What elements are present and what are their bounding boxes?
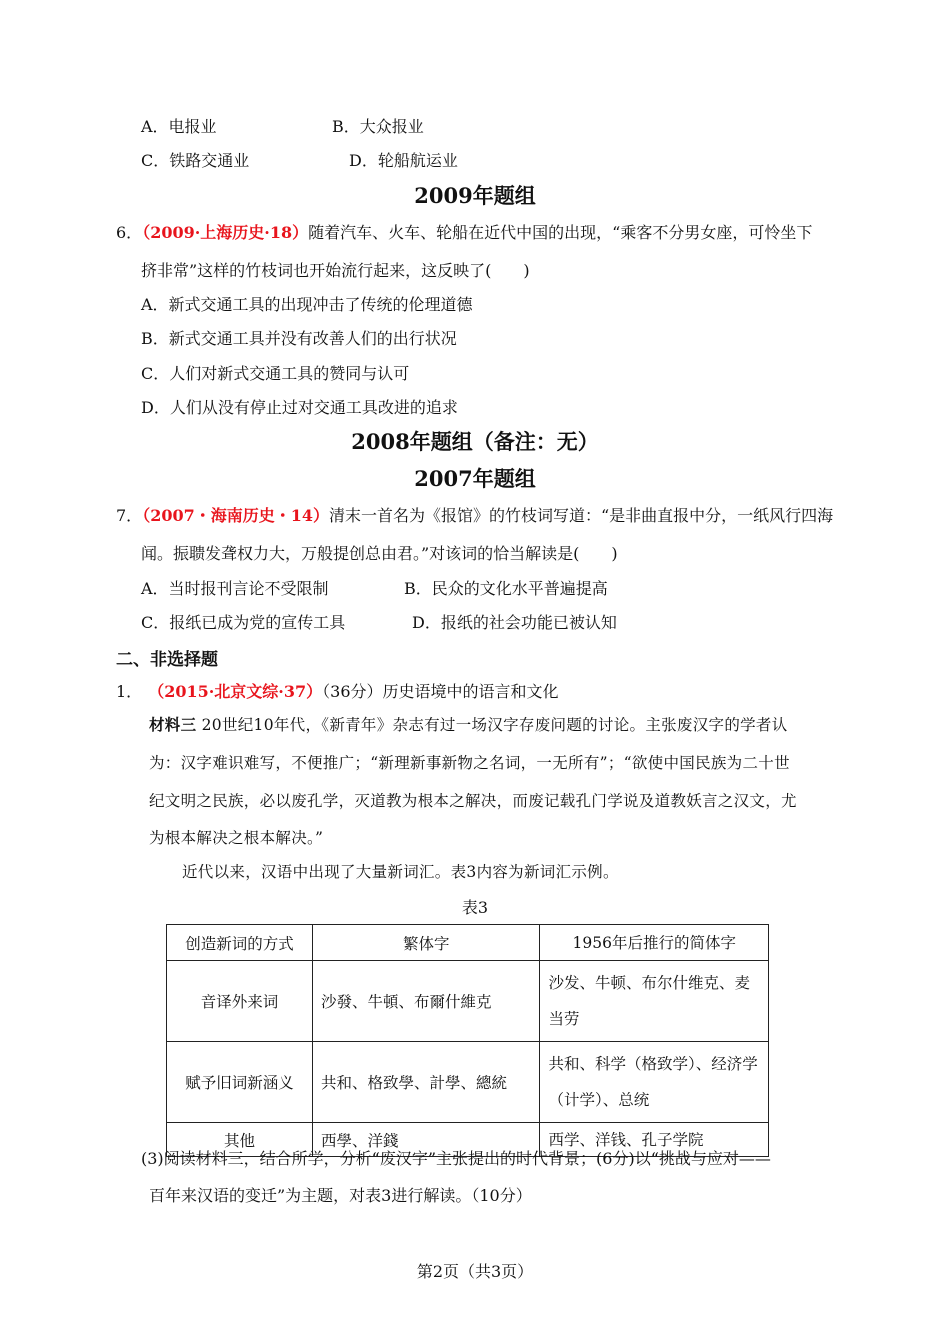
nq1-header xyxy=(116,679,559,702)
material-label: 材料三 xyxy=(149,715,197,734)
heading-2009: 2009年题组 xyxy=(414,183,536,208)
q6-option-c: C．人们对新式交通工具的赞同与认可 xyxy=(141,364,410,383)
nq1-intro: （36分）历史语境中的语言和文化 xyxy=(322,682,559,701)
table-cell-method: 音译外来词 xyxy=(167,961,313,1042)
table-cell-simplified: 共和、科学（格致学）、经济学（计学）、总统 xyxy=(540,1042,769,1123)
table-row xyxy=(167,961,769,1042)
nq1-source: （2015·北京文综·37） xyxy=(148,682,323,701)
material-line-3: 纪文明之民族，必以废孔学，灭道教为根本之解决，而废记载孔门学说及道教妖言之汉文，尤 xyxy=(149,792,797,810)
q6-number: 6． xyxy=(116,223,143,242)
table-cell-traditional: 沙發、牛頓、布爾什維克 xyxy=(313,961,540,1042)
table-cell-method: 赋予旧词新涵义 xyxy=(167,1042,313,1123)
vocab-table xyxy=(166,924,769,1157)
q7-stem-text: 清末一首名为《报馆》的竹枝词写道：“是非曲直报中分，一纸风行四海 xyxy=(329,506,834,525)
material-text-1: 20世纪10年代，《新青年》杂志有过一场汉字存废问题的讨论。主张废汉字的学者认 xyxy=(196,716,788,734)
material-line-2: 为：汉字难识难写，不便推广；“新理新事新物之名词，一无所有”；“欲使中国民族为二十世 xyxy=(149,754,790,772)
q5-option-c: C．铁路交通业 xyxy=(141,151,250,170)
q6-stem-line1 xyxy=(116,220,812,243)
heading-2007: 2007年题组 xyxy=(414,466,536,491)
q7-source: （2007・海南历史・14） xyxy=(142,506,329,525)
table-cell-method: 其他 xyxy=(167,1123,313,1157)
q7-stem-line2: 闻。振聩发聋权力大，万般提创总由君。”对该词的恰当解读是( ) xyxy=(141,544,618,563)
q7-option-c: C．报纸已成为党的宣传工具 xyxy=(141,613,346,632)
q6-source: （2009·上海历史·18） xyxy=(142,223,309,242)
heading-2008: 2008年题组（备注：无） xyxy=(351,429,599,454)
q6-option-b: B．新式交通工具并没有改善人们的出行状况 xyxy=(141,329,457,348)
q5-option-d: D．轮船航运业 xyxy=(349,151,458,170)
material-line-1 xyxy=(149,713,788,735)
question-line-2: 百年来汉语的变迁”为主题，对表3进行解读。（10分） xyxy=(149,1186,532,1205)
table-header-row xyxy=(167,925,769,961)
material-line-4: 为根本解决之根本解决。” xyxy=(149,829,324,847)
nq1-number: 1． xyxy=(116,682,143,701)
q6-stem-line2: 挤非常”这样的竹枝词也开始流行起来，这反映了( ) xyxy=(141,261,530,280)
q6-option-d: D．人们从没有停止过对交通工具改进的追求 xyxy=(141,398,458,417)
table-header-method: 创造新词的方式 xyxy=(167,925,313,961)
table-header-traditional: 繁体字 xyxy=(313,925,540,961)
page-footer: 第2页（共3页） xyxy=(416,1262,534,1281)
q7-number: 7． xyxy=(116,506,143,525)
q6-option-a: A．新式交通工具的出现冲击了传统的伦理道德 xyxy=(141,295,473,314)
q5-option-a: A．电报业 xyxy=(141,117,217,136)
table-caption: 表3 xyxy=(461,898,489,917)
q7-stem-line1 xyxy=(116,503,833,526)
q7-option-a: A．当时报刊言论不受限制 xyxy=(141,579,329,598)
question-line-1: (3)阅读材料三，结合所学，分析“废汉字”主张提出的时代背景；(6分)以“挑战与应对—— xyxy=(141,1149,771,1168)
table-cell-traditional: 西學、洋錢 xyxy=(313,1123,540,1157)
table-header-simplified: 1956年后推行的简体字 xyxy=(540,925,769,961)
table-cell-simplified: 西学、洋钱、孔子学院 xyxy=(540,1123,769,1157)
material-para-2: 近代以来，汉语中出现了大量新词汇。表3内容为新词汇示例。 xyxy=(182,863,619,881)
table-cell-traditional: 共和、格致學、計學、總統 xyxy=(313,1042,540,1123)
q6-stem-text: 随着汽车、火车、轮船在近代中国的出现，“乘客不分男女座，可怜坐下 xyxy=(308,223,813,242)
table-row xyxy=(167,1042,769,1123)
section2-title: 二、非选择题 xyxy=(116,650,218,670)
q7-option-b: B．民众的文化水平普遍提高 xyxy=(404,579,608,598)
q5-option-b: B．大众报业 xyxy=(332,117,424,136)
table-cell-simplified: 沙发、牛顿、布尔什维克、麦当劳 xyxy=(540,961,769,1042)
q7-option-d: D．报纸的社会功能已被认知 xyxy=(412,613,617,632)
